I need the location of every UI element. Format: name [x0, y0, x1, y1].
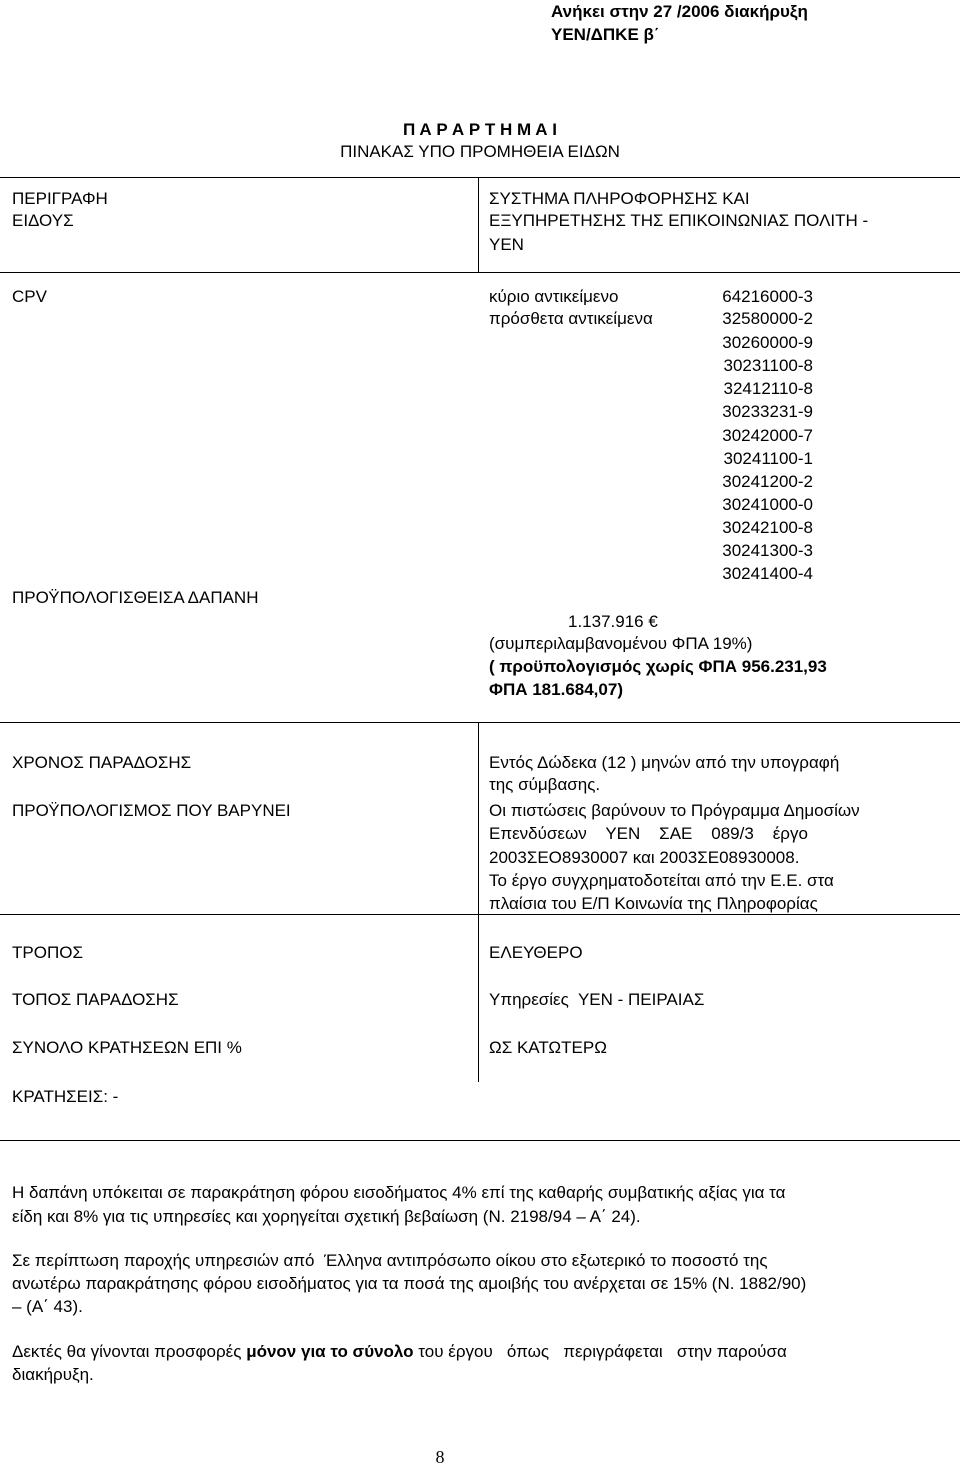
- table-rule-bottom: [0, 1140, 960, 1141]
- cpv-code: 30241400-4: [722, 564, 813, 583]
- cpv-main-code: 64216000-3: [722, 287, 813, 306]
- method-value: ΕΛΕΥΘΕΡΟ: [489, 943, 583, 962]
- paragraph-1-line-2: είδη και 8% για τις υπηρεσίες και χορηγείται σχετική βεβαίωση (Ν. 2198/94 – Α΄ 24).: [12, 1207, 641, 1226]
- charged-budget-label: ΠΡΟΫΠΟΛΟΓΙΣΜΟΣ ΠΟΥ ΒΑΡΥΝΕΙ: [12, 801, 291, 820]
- table-divider-description: [478, 177, 479, 272]
- paragraph-3-emphasis: μόνον για το σύνολο: [246, 1342, 414, 1361]
- budget-label: ΠΡΟΫΠΟΛΟΓΙΣΘΕΙΣΑ ΔΑΠΑΝΗ: [12, 588, 259, 607]
- place-value: Υπηρεσίες ΥΕΝ - ΠΕΙΡΑΙΑΣ: [489, 990, 705, 1009]
- description-value-line-3: ΥΕΝ: [489, 235, 524, 254]
- cpv-code: 30242000-7: [722, 426, 813, 445]
- charged-budget-value-line-1: Οι πιστώσεις βαρύνουν το Πρόγραμμα Δημοσίων: [489, 801, 860, 820]
- description-value-line-1: ΣΥΣΤΗΜΑ ΠΛΗΡΟΦΟΡΗΣΗΣ ΚΑΙ: [489, 189, 750, 208]
- place-label: ΤΟΠΟΣ ΠΑΡΑΔΟΣΗΣ: [12, 990, 179, 1009]
- paragraph-3-text-end: του έργου όπως περιγράφεται στην παρούσα: [413, 1342, 787, 1361]
- cpv-code: 30241200-2: [722, 472, 813, 491]
- deductions-label: ΚΡΑΤΗΣΕΙΣ: -: [12, 1087, 119, 1106]
- charged-budget-value-line-3: 2003ΣΕΟ8930007 και 2003ΣΕ08930008.: [489, 848, 800, 867]
- cpv-additional-label: πρόσθετα αντικείμενα: [489, 309, 653, 328]
- description-label-line-1: ΠΕΡΙΓΡΑΦΗ: [12, 189, 108, 208]
- table-rule-after-budget: [0, 722, 960, 723]
- cpv-code: 30260000-9: [722, 333, 813, 352]
- table-rule-top: [0, 177, 960, 178]
- paragraph-3-text: Δεκτές θα γίνονται προσφορές: [12, 1342, 247, 1361]
- cpv-code: 30242100-8: [722, 518, 813, 537]
- annex-subtitle: ΠΙΝΑΚΑΣ ΥΠΟ ΠΡΟΜΗΘΕΙΑ ΕΙΔΩΝ: [340, 142, 620, 161]
- cpv-code: 30241300-3: [722, 541, 813, 560]
- page-number: 8: [435, 1447, 445, 1467]
- deductions-total-label: ΣΥΝΟΛΟ ΚΡΑΤΗΣΕΩΝ ΕΠΙ %: [12, 1038, 242, 1057]
- cpv-label: CPV: [12, 287, 47, 306]
- description-value-line-2: ΕΞΥΠΗΡΕΤΗΣΗΣ ΤΗΣ ΕΠΙΚΟΙΝΩΝΙΑΣ ΠΟΛΙΤΗ -: [489, 211, 869, 230]
- paragraph-3-line-1: [12, 1340, 958, 1363]
- cpv-code: 30241000-0: [722, 495, 813, 514]
- deductions-total-value: ΩΣ ΚΑΤΩΤΕΡΩ: [489, 1038, 607, 1057]
- charged-budget-value-line-4: Το έργο συγχρηματοδοτείται από την Ε.Ε. στα: [489, 871, 834, 890]
- cpv-code: 32580000-2: [722, 309, 813, 328]
- cpv-code: 30241100-1: [723, 449, 813, 468]
- paragraph-3-line-2: διακήρυξη.: [12, 1365, 94, 1384]
- header-line-1: Ανήκει στην 27 /2006 διακήρυξη: [551, 2, 808, 21]
- charged-budget-value-line-5: πλαίσια του Ε/Π Κοινωνία της Πληροφορίας: [489, 894, 818, 913]
- budget-amount: 1.137.916 €: [568, 612, 658, 631]
- delivery-time-value-line-2: της σύμβασης.: [489, 775, 601, 794]
- method-label: ΤΡΟΠΟΣ: [12, 943, 83, 962]
- annex-title: Π Α Ρ Α Ρ Τ Η Μ Α Ι: [403, 120, 557, 139]
- budget-breakdown-line-1: ( προϋπολογισμός χωρίς ΦΠΑ 956.231,93: [489, 657, 827, 676]
- header-line-2: ΥΕΝ/ΔΠΚΕ β΄: [551, 25, 660, 44]
- cpv-code: 30233231-9: [722, 402, 813, 421]
- paragraph-2-line-1: Σε περίπτωση παροχής υπηρεσιών από Έλληνα αντιπρόσωπο οίκου στο εξωτερικό το ποσοστό της: [12, 1251, 768, 1270]
- cpv-code: 30231100-8: [723, 356, 813, 375]
- budget-breakdown-line-2: ΦΠΑ 181.684,07): [489, 680, 623, 699]
- table-rule-after-description: [0, 272, 960, 273]
- description-label-line-2: ΕΙΔΟΥΣ: [12, 211, 74, 230]
- paragraph-2-line-2: ανωτέρω παρακράτησης φόρου εισοδήματος για τα ποσά της αμοιβής του ανέρχεται σε 15% (Ν. 1882/90): [12, 1274, 807, 1293]
- table-divider-lower: [478, 722, 479, 1082]
- cpv-code: 32412110-8: [723, 379, 813, 398]
- paragraph-1-line-1: Η δαπάνη υπόκειται σε παρακράτηση φόρου εισοδήματος 4% επί της καθαρής συμβατικής αξίας για τα: [12, 1183, 786, 1202]
- paragraph-2-line-3: – (Α΄ 43).: [12, 1297, 83, 1316]
- budget-vat-note: (συμπεριλαμβανομένου ΦΠΑ 19%): [489, 634, 753, 653]
- cpv-main-label: κύριο αντικείμενο: [489, 287, 619, 306]
- charged-budget-value-line-2: Επενδύσεων ΥΕΝ ΣΑΕ 089/3 έργο: [489, 824, 808, 843]
- delivery-time-label: ΧΡΟΝΟΣ ΠΑΡΑΔΟΣΗΣ: [12, 753, 192, 772]
- delivery-time-value-line-1: Εντός Δώδεκα (12 ) μηνών από την υπογραφή: [489, 753, 840, 772]
